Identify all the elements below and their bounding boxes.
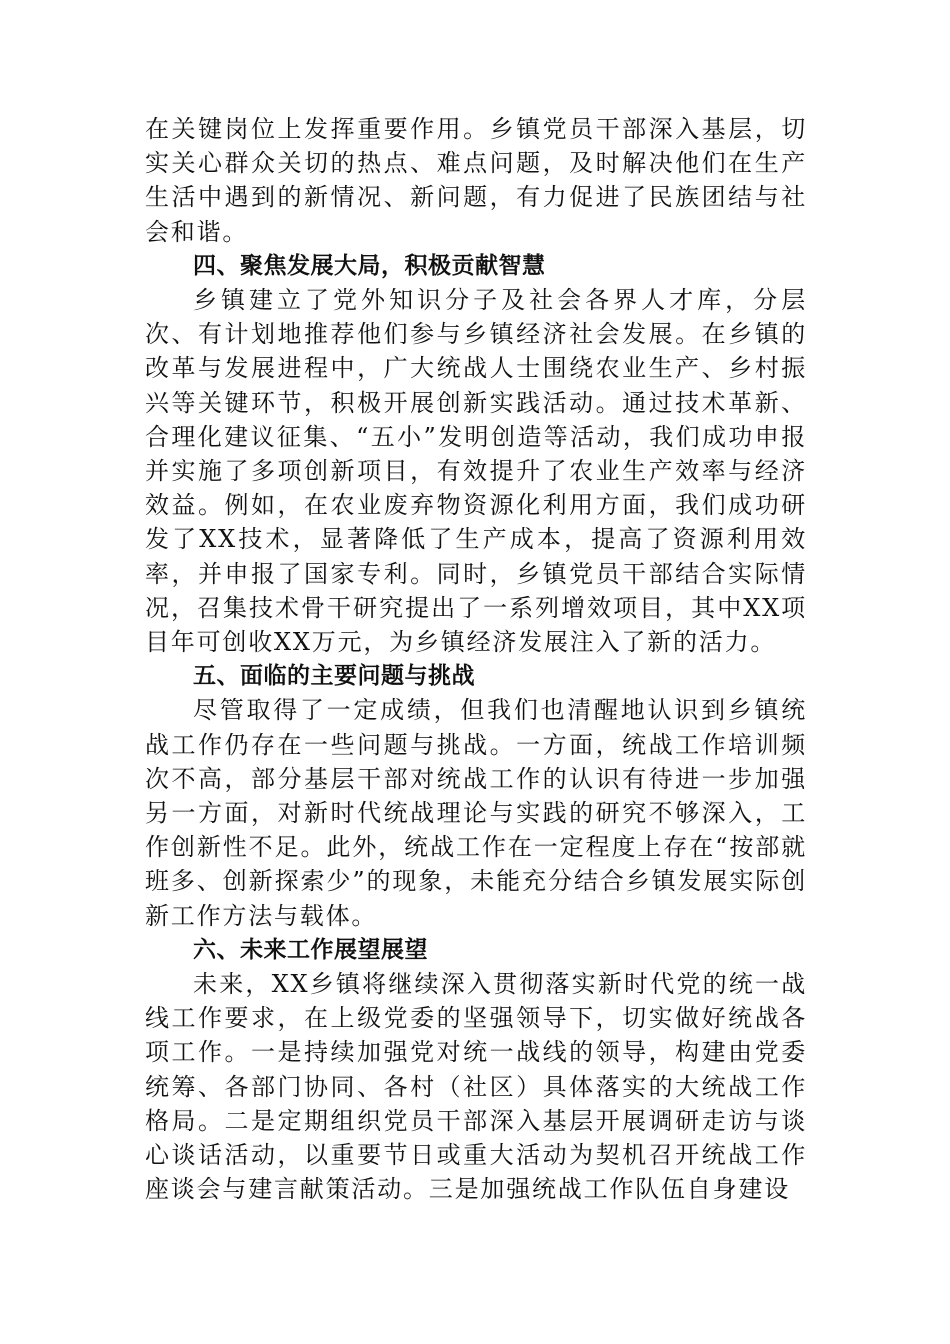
paragraph-continuation: 在关键岗位上发挥重要作用。乡镇党员干部深入基层，切实关心群众关切的热点、难点问题，及时解决他们在生产生活中遇到的新情况、新问题，有力促进了民族团结与社会和谐。 — [145, 115, 807, 246]
paragraph-section-4: 乡镇建立了党外知识分子及社会各界人才库，分层次、有计划地推荐他们参与乡镇经济社会发展。在乡镇的改革与发展进程中，广大统战人士围绕农业生产、乡村振兴等关键环节，积极开展创新实践活动。通过技术革新、合理化建议征集、“五小”发明创造等活动，我们成功申报并实施了多项创新项目，有效提升了农业生产效率与经济效益。例如，在农业废弃物资源化利用方面，我们成功研发了XX技术，显著降低了生产成本，提高了资源利用效率，并申报了国家专利。同时，乡镇党员干部结合实际情况，召集技术骨干研究提出了一系列增效项目，其中XX项目年可创收XX万元，为乡镇经济发展注入了新的活力。 — [145, 286, 807, 657]
section-heading-5: 五、面临的主要问题与挑战 — [193, 663, 475, 690]
section-heading-4: 四、聚焦发展大局，积极贡献智慧 — [193, 252, 546, 279]
document-body — [145, 112, 807, 1207]
paragraph-section-6: 未来，XX乡镇将继续深入贯彻落实新时代党的统一战线工作要求，在上级党委的坚强领导下，切实做好统战各项工作。一是持续加强党对统一战线的领导，构建由党委统筹、各部门协同、各村（社区）具体落实的大统战工作格局。二是定期组织党员干部深入基层开展调研走访与谈心谈话活动，以重要节日或重大活动为契机召开统战工作座谈会与建言献策活动。三是加强统战工作队伍自身建设 — [145, 970, 807, 1204]
paragraph-section-5: 尽管取得了一定成绩，但我们也清醒地认识到乡镇统战工作仍存在一些问题与挑战。一方面，统战工作培训频次不高，部分基层干部对统战工作的认识有待进一步加强另一方面，对新时代统战理论与实践的研究不够深入，工作创新性不足。此外，统战工作在一定程度上存在“按部就班多、创新探索少”的现象，未能充分结合乡镇发展实际创新工作方法与载体。 — [145, 696, 807, 930]
section-heading-6: 六、未来工作展望展望 — [193, 936, 428, 963]
